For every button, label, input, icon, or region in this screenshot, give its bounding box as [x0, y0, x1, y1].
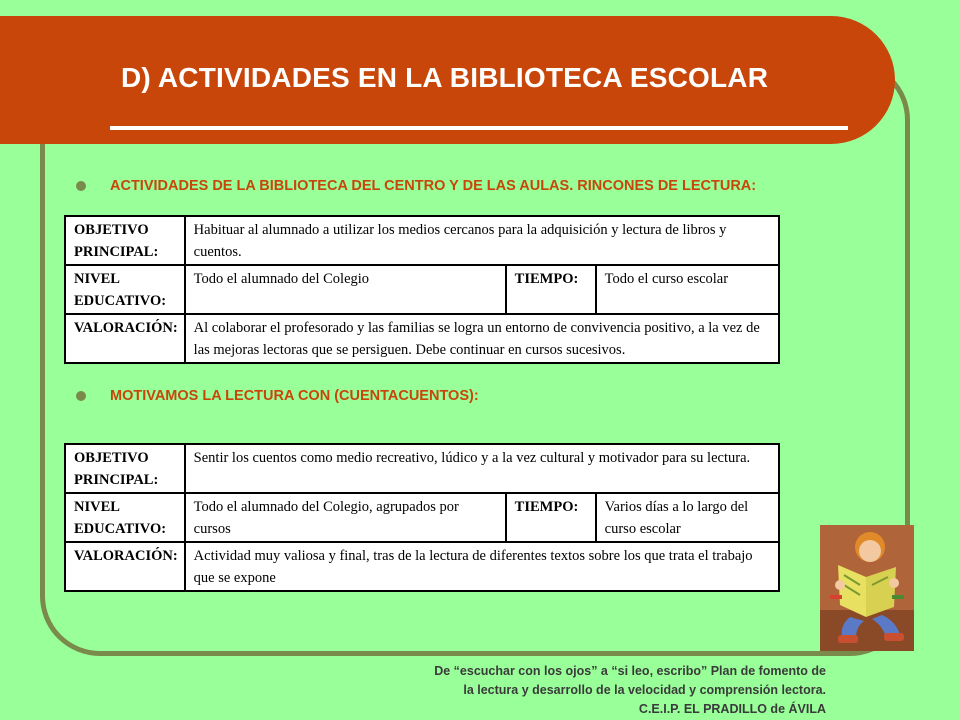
value-valoracion: Al colaborar el profesorado y las familias se logra un entorno de convivencia positivo, a la vez de las mejoras lectoras que se persiguen. Debe continuar en cursos sucesivos. — [185, 314, 779, 363]
source-credit — [434, 662, 826, 719]
value-nivel: Todo el alumnado del Colegio, agrupados por cursos — [185, 493, 506, 542]
slide-title: D) ACTIVIDADES EN LA BIBLIOTECA ESCOLAR — [121, 62, 769, 93]
label-objetivo: OBJETIVO PRINCIPAL: — [65, 444, 185, 493]
label-nivel: NIVEL EDUCATIVO: — [65, 265, 185, 314]
bullet-dot-icon — [76, 181, 86, 191]
value-tiempo: Todo el curso escolar — [596, 265, 779, 314]
label-valoracion: VALORACIÓN: — [65, 542, 185, 591]
label-tiempo: TIEMPO: — [506, 493, 596, 542]
activity-table-rincones — [64, 215, 780, 364]
bullet-dot-icon — [76, 391, 86, 401]
label-valoracion: VALORACIÓN: — [65, 314, 185, 363]
credit-line: la lectura y desarrollo de la velocidad y comprensión lectora. — [463, 683, 826, 697]
label-objetivo: OBJETIVO PRINCIPAL: — [65, 216, 185, 265]
title-underline — [110, 126, 848, 130]
value-tiempo: Varios días a lo largo del curso escolar — [596, 493, 779, 542]
label-tiempo: TIEMPO: — [506, 265, 596, 314]
credit-line: De “escuchar con los ojos” a “si leo, escribo” Plan de fomento de — [434, 664, 826, 678]
label-nivel: NIVEL EDUCATIVO: — [65, 493, 185, 542]
value-objetivo: Sentir los cuentos como medio recreativo, lúdico y a la vez cultural y motivador para su lectura. — [185, 444, 779, 493]
bullet-text: ACTIVIDADES DE LA BIBLIOTECA DEL CENTRO Y DE LAS AULAS. RINCONES DE LECTURA: — [110, 178, 757, 194]
value-nivel: Todo el alumnado del Colegio — [185, 265, 506, 314]
credit-line: C.E.I.P. EL PRADILLO de ÁVILA — [638, 702, 826, 716]
activity-table-cuentacuentos — [64, 443, 780, 592]
bullet-text: MOTIVAMOS LA LECTURA CON (CUENTACUENTOS): — [110, 388, 479, 404]
reading-child-illustration — [820, 525, 914, 651]
value-valoracion: Actividad muy valiosa y final, tras de la lectura de diferentes textos sobre los que trata el trabajo que se expone — [185, 542, 779, 591]
value-objetivo: Habituar al alumnado a utilizar los medios cercanos para la adquisición y lectura de libros y cuentos. — [185, 216, 779, 265]
